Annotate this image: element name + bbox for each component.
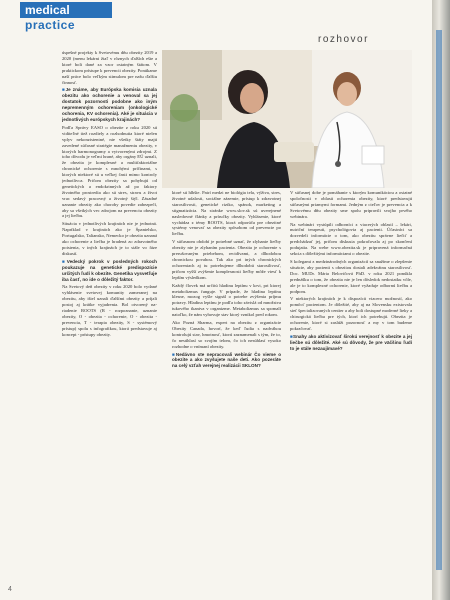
article-paragraph: Ako Pozná Sharma, expert na obezitu z organizácie Obesity Canada, hovorí, že keď ľudia s nadváhou kontrolujú stav, hmotnosť, ktorú zaznamenali s tým, že to, čo nesúhlasí so svojím telom, čo ich nesúhlasí vysoko rozhodne o vnímaní obezity. [172, 320, 281, 349]
magazine-logo [20, 2, 112, 32]
photo-illustration [162, 50, 412, 188]
interview-question: ■ Snahy ako aktivizovať širokú verejnosť k obezite a jej liečbe sú dôležité. Aké sú dôvody, že pre väčšinu ľudí to je stále nezaujímavé? [290, 334, 412, 352]
article-paragraph: Podľa Správy EASO o obezite z roku 2020 sú viditeľné tiež rozdiely a rozhodnutia ktoré nielen vplyv nekonzistentné, nie všetky štáty majú zavedené súčasné stratégie manažmentu obezity, v ktorých harmonogramy a vytvorenými zdrojmi. Z toho dôvodu je veľmi hrané, aby orgány EÚ uznali, že obezita je komplexné a multifaktoriálne chronické ochorenie s mnohými príčinami, s ktorých niektoré sú u veľkej časti mimo kontroly jednotlivca. Pričom obezity sa pohybujú od genetických a endokrinných až po faktory životného prostredia ako sú stres, stravu a život vrac sedavý pracovný a životný štýl. Zásadné uznanie obezity ako choroby povedie zabezpečí, aby sa všetkých vec zdrojom na prevenciu obezity a jej liečbu. [62, 124, 157, 219]
article-paragraph: Situácia v jednotlivých krajinách nie je jednotná. Napríklad v krajinách ako je Španielsko, Portugalsko, Taliansko, Nemecko je obezita uznaná ako ochorenie a liečba je hradená zo zdravotného poistenia, v iných krajinách je to stále vo fáze diskusií. [62, 221, 157, 256]
article-paragraph: Každý človek má určitú hladinu leptínu v krvi, pri ktorej metabolizmus funguje. V prípade, že hladina leptínu klesne, mozog vyšle signál o potrebe zvýšenia príjmu potravy. Hladina leptínu je podľa toho závislá od množstva tukového tkaniva v organizme. Metabolizmus sa spomalí natoľko, že nám vyhovuje stav ktorý vznikol pred rokom. [172, 282, 281, 318]
article-paragraph: Na webinári vystúpili odborníci z viacerých oblastí – lekári, nutriční terapeuti, psychológovia aj pacienti. Účastníci sa dozvedeli informácie o tom, ako obezitu správne liečiť a predchádzať jej, pričom diskusia pokračovala aj po skončení podujatia. Na webe www.obezita.sk je pripravená informačná sekcia s dôležitými informáciami o obezite. [290, 221, 412, 257]
interview-question: ■ Vedecký pokrok v posledných rokoch poukazuje na genetické predispozície určitých ľudí k obezite. Genetika vysvetľuje iba časť, no ide o dôležitý faktor. [62, 259, 157, 283]
article-paragraph: V niektorých krajinách je k dispozícii viacero možností, ako pomôcť pacientom. Je dôležité, aby aj na Slovensku existovala sieť špecializovaných centier a aby boli dostupné moderné lieky a chirurgická liečba pre tých, ktorí ich potrebujú. Obezita je ochorenie, ktoré si zaslúži pozornosť a my v tom budeme pokračovať. [290, 296, 412, 331]
page-header [0, 0, 432, 34]
logo-word-medical: medical [20, 2, 112, 18]
page-number: 4 [8, 586, 12, 593]
photo-doctor-patient [162, 50, 412, 188]
article-column-2 [172, 190, 281, 595]
article-paragraph: V súčasnom období je potrebné uznať, že zlyhanie liečby obezity nie je zlyhaním pacienta. Obezita je ochorenie s prerušovaným priebehom, recidívami, a dlhodobou chronickou povahou. Tak ako pri iných chronických ochoreniach aj tu potrebujeme dlhodobú starostlivosť, pričom vyšší zvýšenie komplexnosti liečby môže viesť k lepším výsledkom. [172, 239, 281, 280]
article-paragraph: Na Svetový deň obezity v roku 2020 bolo vydané vyhlásenie svetovej komunity zameranej na obezitu, aby išiel uznali ďalšími obezity a príjali postoj aj krátke vyjadrenia. Bol otvorený na-riadenie ROOTS (R - rozpoznanie, uznanie obezity, O - obezita - ochorenie, O - obezita - prevencia, T - terapia obezity, S - systémový prístup) spolu s infografikou, ktorá predstavuje aj koncept - prístupy obezity. [62, 284, 157, 337]
interview-question: ■ Nedávno ste nepracovali webinár Čo vieme o obezite a ako zvyšujete naše deti. Ako pozeráte na celý vzťah verejnej realizácii SKLON? [172, 352, 281, 370]
article-column-1 [62, 50, 157, 595]
article-column-3 [290, 190, 412, 595]
article-paragraph: V súčasnej dobe je pomáhanie s ktorým komunikáciou a ostatné spoločnosti v oblasti ochorenia obezity, ktoré predstavujú súčasnými priamymi formami. Jedným z cieľov je prevencia a k Svetovému dňu obezity sme spolu pripravili svojho prvého webinára. [290, 190, 412, 219]
page-edge-stripe [436, 30, 442, 570]
next-page-edge [432, 0, 450, 600]
logo-word-practice: practice [25, 18, 76, 32]
interview-question: ■ Je známe, aby Európska komisia uznala obezitu ako ochorenie a venoval sa jej dostatok pozornosti podobne ako iným nepremenným ochoreniam (onkologické ochorenia, KV ochorenia). Aké je situácia v jednotlivých európskych krajinách? [62, 87, 157, 122]
article-paragraph: ktoré sú hlbšie. Patrí medzi ne biológia tela, výživa, stres, životné udalosti, sociálne zázemie, prístup k zdravotnej starostlivosti, genetické riziko, spánok, marketing a stigmatizácia. Na stránke www.slov.sk sú uverejnené nasledovné články a príručky obezity. Vyhlásenie, ktoré vychádza z témy ROOTS, ktorá odporúča pre obezitné systémy venovať sa obezity spôsobom od prevencie po liečbu. [172, 190, 281, 237]
section-label: rozhovor [318, 34, 369, 45]
article-paragraph: úspešné projekty k Svetovému dňu obezity 2019 a 2020 (menu lekárni žiaľ v rôznych ďalších ešte a ktoré boli dané za vzor ostatným štátom. V praktickom prístupe k prevencii obezity. Ponúkame naší práce bolo veľkým stimulom pre našu ďalšiu činnosť. [62, 50, 157, 85]
article-paragraph: S kolegami z medzinárodných organizácií sa snažíme o zlepšenie situácie, aby pacienti s obezitou dostali adekvátnu starostlivosť. Doc. MUDr. Mária Belovičová PhD. v roku 2021 ponúkla prednášku o tom, že obezita nie je len dôsledok nedostatku vôle, ale je to komplexné ochorenie, ktoré vyžaduje odbornú liečbu a podporu. [290, 258, 412, 294]
